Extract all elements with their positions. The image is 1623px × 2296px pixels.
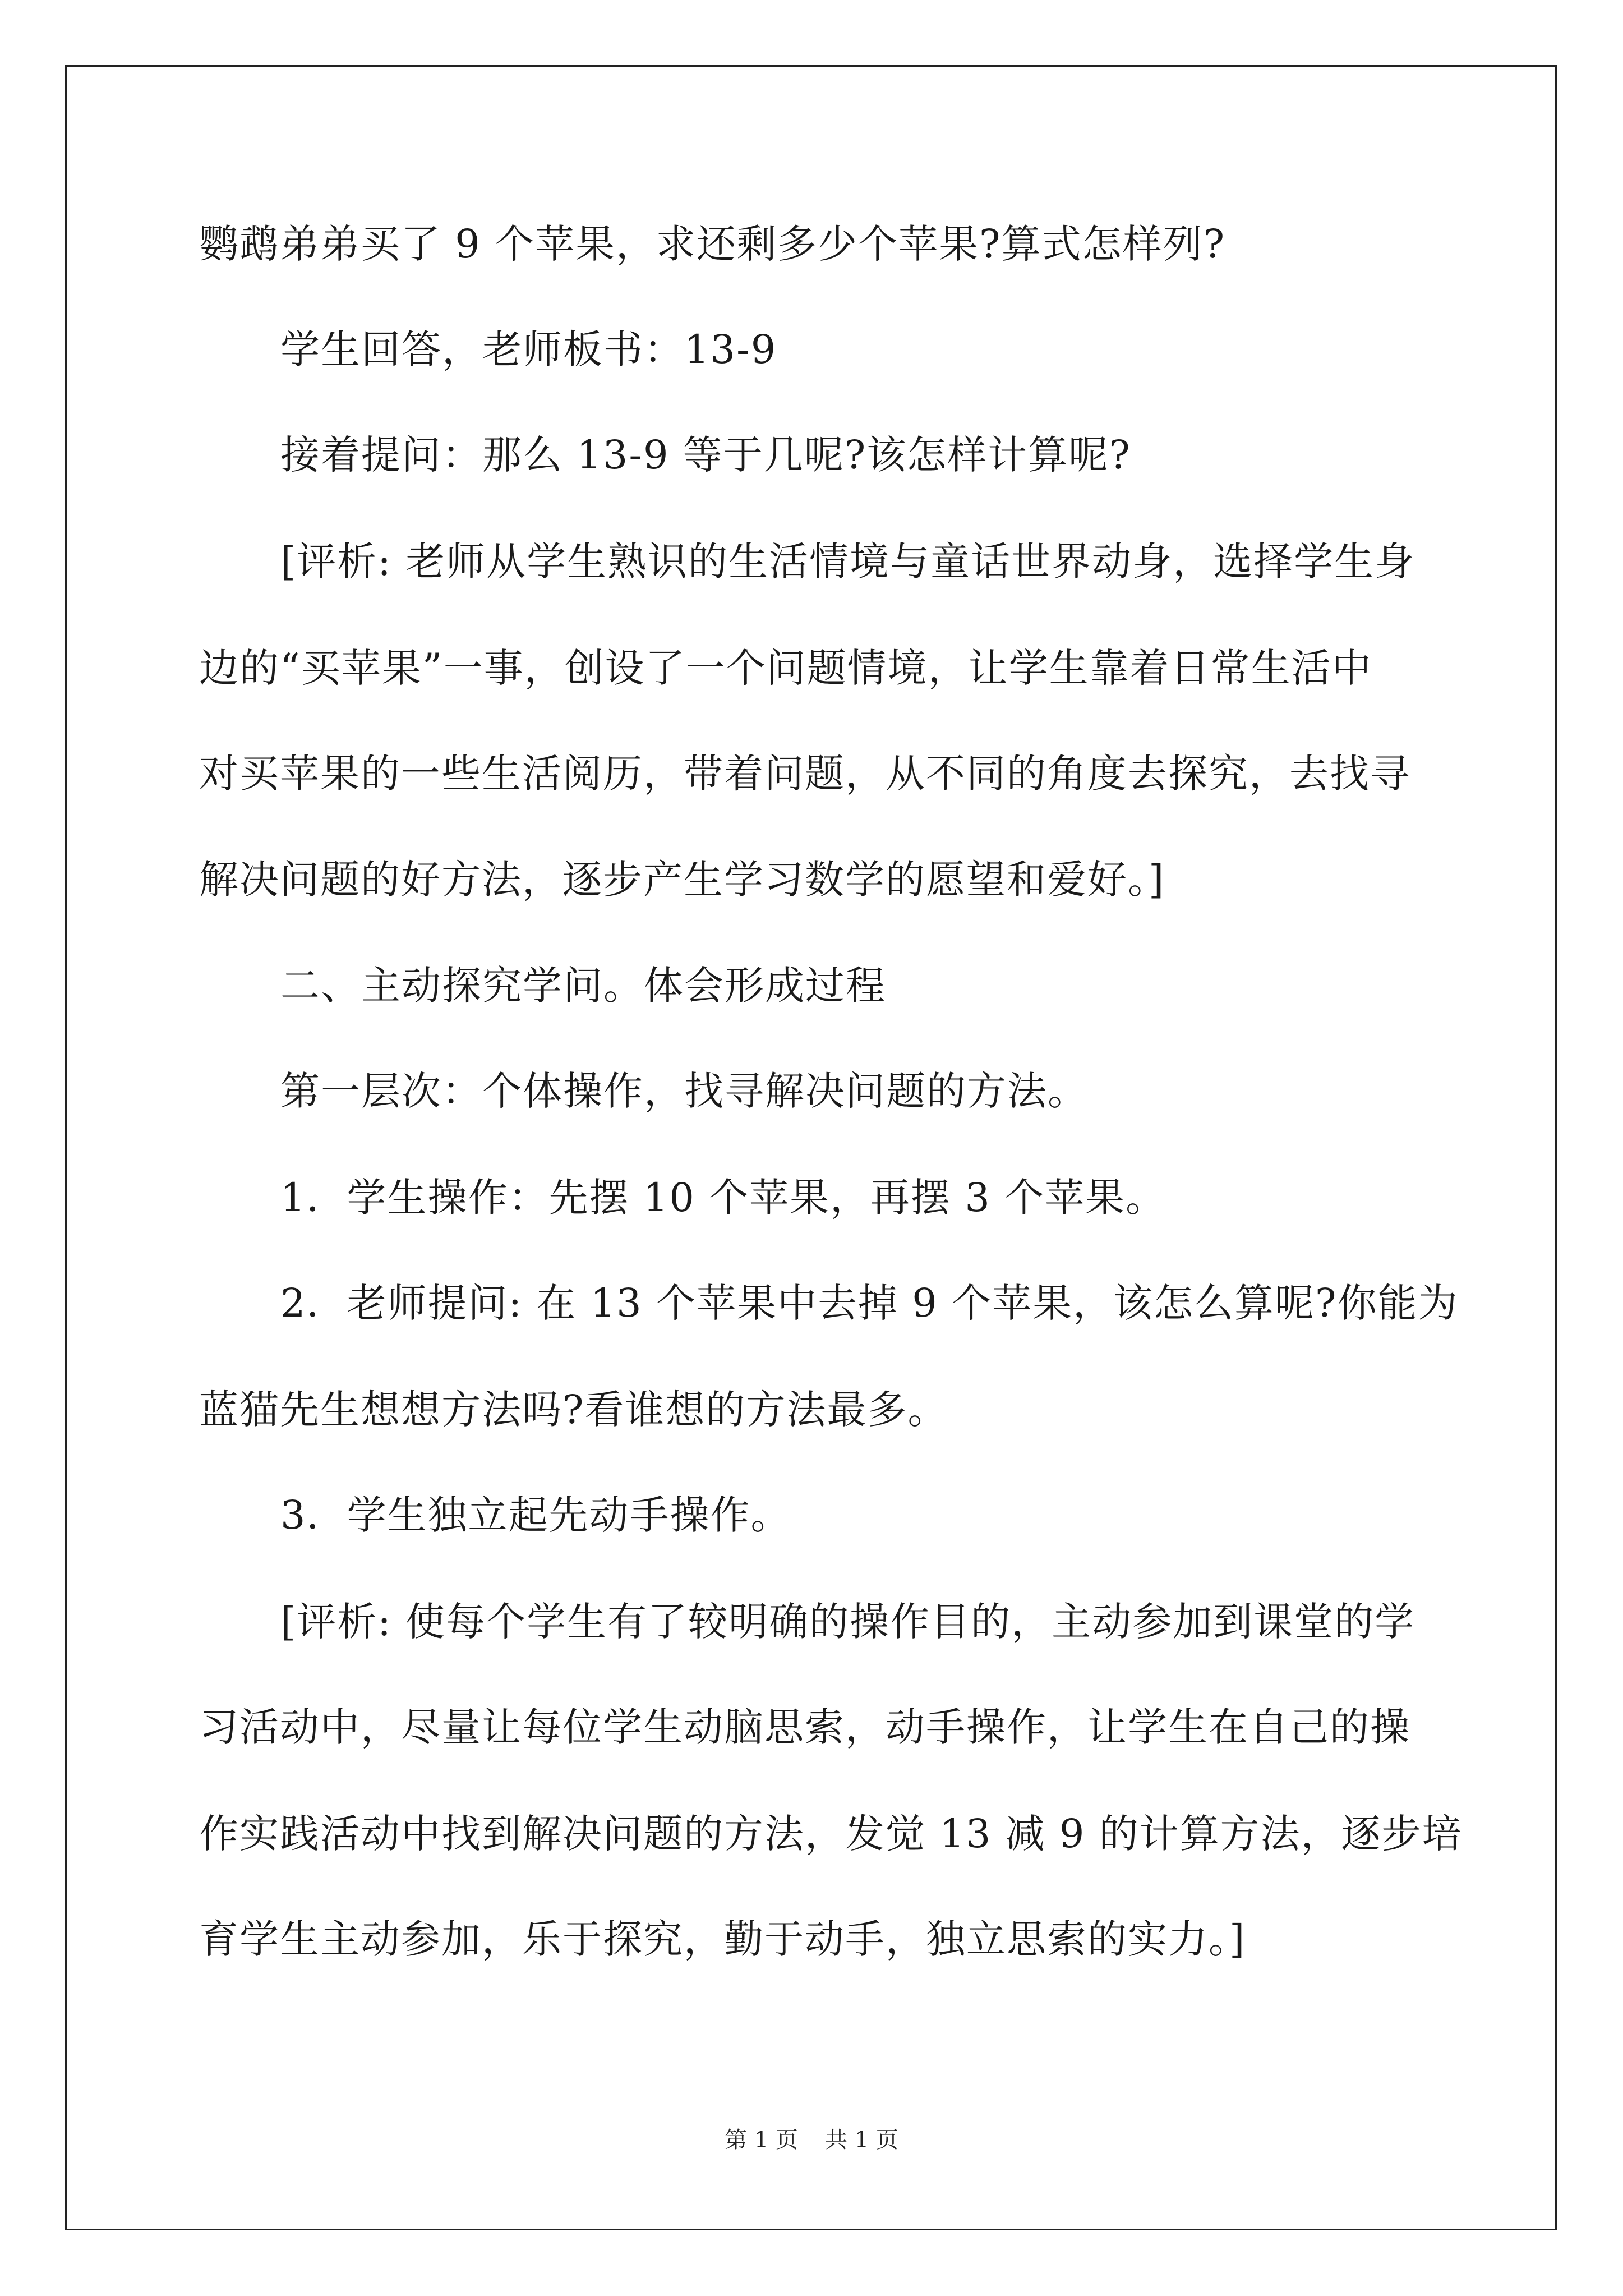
paragraph-line: 接着提问：那么 13-9 等于几呢?该怎样计算呢? bbox=[280, 432, 1131, 478]
list-item: 2．老师提问: 在 13 个苹果中去掉 9 个苹果，该怎么算呢?你能为 bbox=[280, 1280, 1459, 1326]
paragraph-line: 解决问题的好方法，逐步产生学习数学的愿望和爱好。] bbox=[199, 857, 1165, 903]
paragraph-line: [评析: 老师从学生熟识的生活情境与童话世界动身，选择学生身 bbox=[280, 539, 1415, 585]
paragraph-line: 蓝猫先生想想方法吗?看谁想的方法最多。 bbox=[199, 1387, 948, 1433]
paragraph-line: 作实践活动中找到解决问题的方法，发觉 13 减 9 的计算方法，逐步培 bbox=[199, 1811, 1463, 1857]
paragraph-line: 学生回答，老师板书：13-9 bbox=[280, 326, 777, 372]
paragraph-line: 鹦鹉弟弟买了 9 个苹果，求还剩多少个苹果?算式怎样列? bbox=[199, 221, 1226, 267]
page-frame bbox=[65, 65, 1557, 2230]
list-item: 3．学生独立起先动手操作。 bbox=[280, 1492, 791, 1538]
section-heading: 二、主动探究学问。体会形成过程 bbox=[280, 963, 886, 1009]
paragraph-line: 边的“买苹果”一事，创设了一个问题情境，让学生靠着日常生活中 bbox=[199, 645, 1372, 691]
paragraph-line: 对买苹果的一些生活阅历，带着问题，从不同的角度去探究，去找寻 bbox=[199, 751, 1410, 797]
paragraph-line: 习活动中，尽量让每位学生动脑思索，动手操作，让学生在自己的操 bbox=[199, 1704, 1410, 1750]
paragraph-line: 第一层次：个体操作，找寻解决问题的方法。 bbox=[280, 1068, 1088, 1114]
paragraph-line: 育学生主动参加，乐于探究，勤于动手，独立思索的实力。] bbox=[199, 1916, 1246, 1962]
list-item: 1．学生操作：先摆 10 个苹果，再摆 3 个苹果。 bbox=[280, 1175, 1166, 1221]
page-footer bbox=[0, 2126, 1623, 2154]
paragraph-line: [评析: 使每个学生有了较明确的操作目的，主动参加到课堂的学 bbox=[280, 1599, 1415, 1645]
page-number-total: 共 1 页 bbox=[825, 2127, 898, 2153]
page-number-current: 第 1 页 bbox=[725, 2127, 798, 2153]
